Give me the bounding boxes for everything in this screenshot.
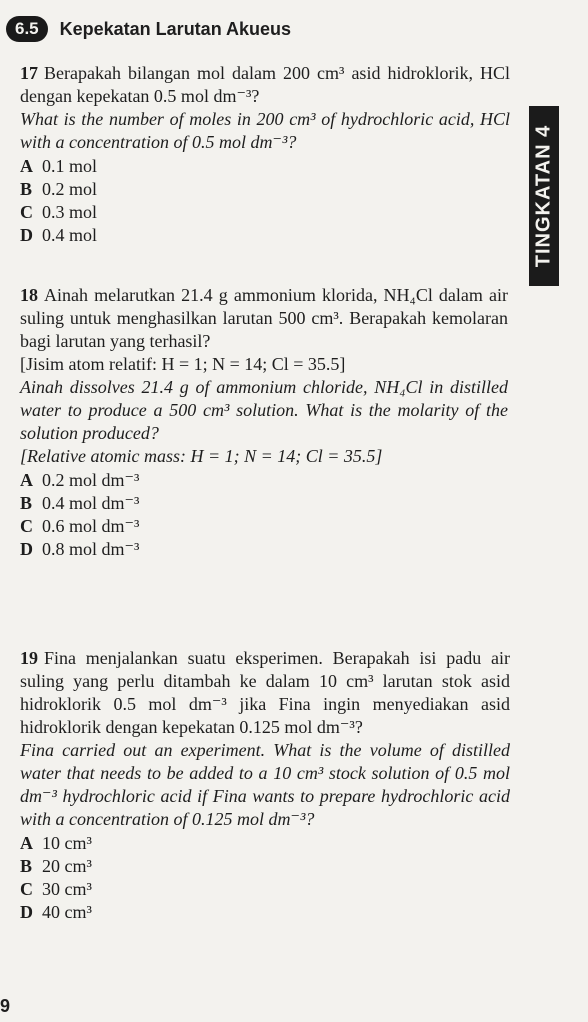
question-text-malay: 18 Ainah melarutkan 21.4 g ammonium klorida, NH₄Cl dalam air suling untuk menghasilkan larutan 500 cm³. Berapakah kemolaran bagi larutan yang terhasil? — [20, 285, 508, 351]
question-17 — [20, 62, 510, 247]
question-text-malay: 17 Berapakah bilangan mol dalam 200 cm³ asid hidroklorik, HCl dengan kepekatan 0.5 mol dm⁻³? — [20, 63, 510, 106]
option-b[interactable]: B 0.4 mol dm⁻³ — [20, 493, 140, 513]
form-level-tab — [529, 106, 559, 286]
answer-options — [20, 469, 508, 561]
option-a[interactable]: A 0.2 mol dm⁻³ — [20, 470, 140, 490]
question-18 — [20, 284, 508, 561]
question-number: 19 — [20, 648, 38, 668]
question-number: 18 — [20, 285, 38, 305]
section-title: Kepekatan Larutan Akueus — [59, 18, 292, 39]
answer-options — [20, 832, 510, 924]
option-d[interactable]: D 0.8 mol dm⁻³ — [20, 539, 140, 559]
section-header — [6, 16, 291, 42]
option-b[interactable]: B 20 cm³ — [20, 856, 92, 876]
option-b[interactable]: B 0.2 mol — [20, 179, 98, 199]
question-text-malay: 19 Fina menjalankan suatu eksperimen. Berapakah isi padu air suling yang perlu ditambah ke dalam 10 cm³ larutan stok asid hidroklorik 0.5 mol dm⁻³ jika Fina ingin menyediakan asid hidroklorik dengan kepekatan 0.125 mol dm⁻³? — [20, 648, 510, 737]
option-c[interactable]: C 0.6 mol dm⁻³ — [20, 516, 140, 536]
option-d[interactable]: D 40 cm³ — [20, 902, 92, 922]
question-number: 17 — [20, 63, 38, 83]
option-a[interactable]: A 0.1 mol — [20, 156, 98, 176]
answer-options — [20, 155, 510, 247]
option-d[interactable]: D 0.4 mol — [20, 225, 98, 245]
question-text-english: What is the number of moles in 200 cm³ of hydrochloric acid, HCl with a concentration of 0.5 mol dm⁻³? — [20, 109, 510, 152]
section-number-badge: 6.5 — [6, 16, 48, 42]
question-text-english: Fina carried out an experiment. What is the volume of distilled water that needs to be added to a 10 cm³ stock solution of 0.5 mol dm⁻³ hydrochloric acid if Fina wants to prepare hydrochloric acid with a concentration of 0.125 mol dm⁻³? — [20, 740, 510, 829]
option-c[interactable]: C 0.3 mol — [20, 202, 98, 222]
option-c[interactable]: C 30 cm³ — [20, 879, 92, 899]
page-number: 9 — [0, 996, 11, 1016]
atomic-mass-note-english: [Relative atomic mass: H = 1; N = 14; Cl = 35.5] — [20, 446, 383, 466]
atomic-mass-note-malay: [Jisim atom relatif: H = 1; N = 14; Cl = 35.5] — [20, 354, 346, 374]
option-a[interactable]: A 10 cm³ — [20, 833, 92, 853]
question-19 — [20, 647, 510, 924]
form-level-label: TINGKATAN 4 — [532, 124, 555, 268]
question-text-english: Ainah dissolves 21.4 g of ammonium chloride, NH₄Cl in distilled water to produce a 500 cm³ solution. What is the molarity of the solution produced? — [20, 377, 508, 443]
